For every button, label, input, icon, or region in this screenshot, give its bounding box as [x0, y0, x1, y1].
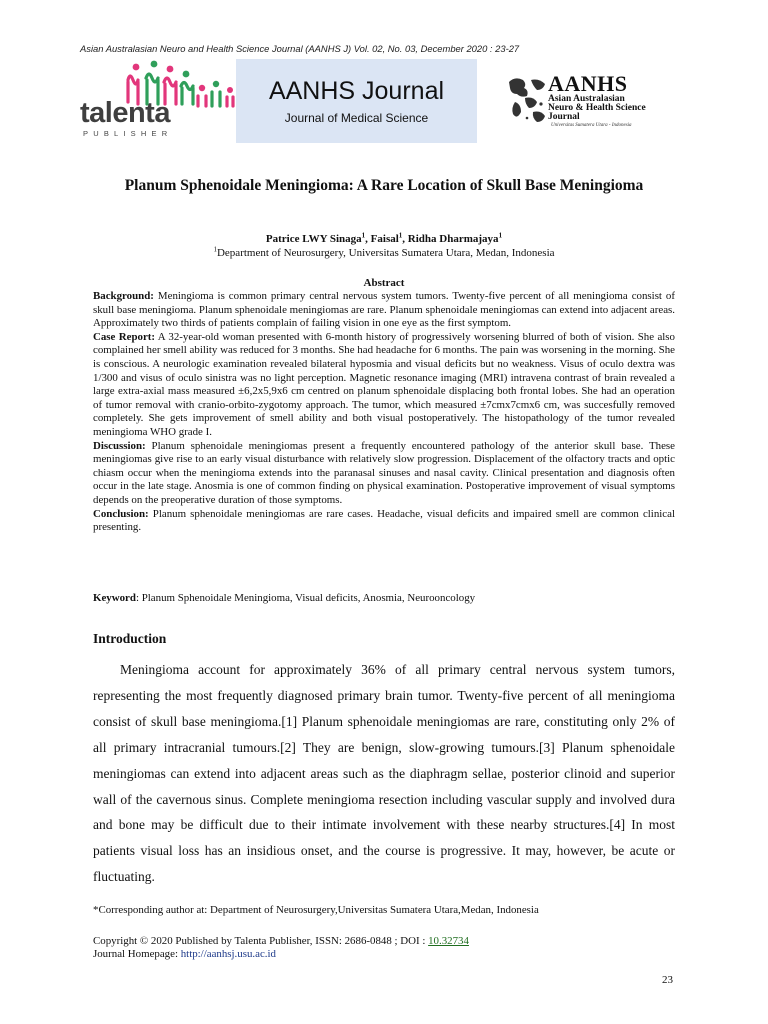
- keyword-label: Keyword: [93, 592, 136, 604]
- copyright-text: Copyright © 2020 Published by Talenta Publisher, ISSN: 2686-0848 ; DOI :: [93, 935, 429, 947]
- world-map-icon: [505, 74, 549, 128]
- keywords: [93, 592, 675, 604]
- article-title: Planum Sphenoidale Meningioma: A Rare Location of Skull Base Meningioma: [124, 177, 644, 194]
- page-number: 23: [662, 974, 673, 986]
- author-name: Patrice LWY Sinaga: [265, 233, 362, 245]
- journal-banner-title: AANHS Journal: [268, 77, 445, 105]
- abstract-heading: Abstract: [363, 277, 405, 289]
- journal-logo-university: Universitas Sumatera Utara - Indonesia: [551, 123, 632, 128]
- keyword-text: : Planum Sphenoidale Meningioma, Visual deficits, Anosmia, Neurooncology: [135, 592, 476, 604]
- abstract-case-label: Case Report:: [93, 330, 156, 343]
- abstract-conclusion-label: Conclusion:: [93, 507, 149, 520]
- journal-logo: [505, 72, 675, 134]
- abstract-background-text: Meningioma is common primary central nervous system tumors. Twenty-five percent of all meningioma consist of skull base meningioma. Planum sphenoidale meningiomas are rare. Planum sphenoidale meningiomas can extend into adjacent areas. Approximately two thirds of patients complain of failing vision in one eye as the first symptom.: [93, 290, 675, 330]
- journal-logo-line1: Asian Australasian: [548, 94, 625, 104]
- journal-banner-subtitle: Journal of Medical Science: [284, 111, 429, 125]
- author-affiliation-mark: 1: [498, 231, 503, 240]
- journal-logo-acronym: AANHS: [548, 71, 628, 96]
- homepage-label: Journal Homepage:: [93, 948, 181, 960]
- abstract-conclusion: [93, 508, 675, 535]
- journal-logo-line2: Neuro & Health Science: [548, 103, 646, 113]
- author-separator: ,: [365, 233, 371, 245]
- abstract-discussion: [93, 440, 675, 508]
- abstract-case-text: A 32-year-old woman presented with 6-month history of progressively worsening blurred of both of vision. She also complained her smell ability was reduced for 3 months. She had headache for 6 months. The pain was worsening in the morning. She is conscious. A neurologic examination revealed bilateral hyposmia and visual deficits but no weakness. Visus of oculo dextra was 1/300 and visus of oculo sinistra was no light perception. Magnetic resonance imaging (MRI) intravena contrast of brain revealed a large extra-axial mass measured ±6,2x5,9x6 cm centred on planum sphenoidale displacing both frontal lobes. She had an operation of tumor removal with cranio-orbito-zygotomy approach. The tumor, which measured ±7cmx7cmx6 cm, was succesfully removed completely. She gets improvement of smell ability and both visual postoperatively. The histopathology of the tumor revealed meningioma WHO grade I.: [93, 330, 675, 438]
- abstract-discussion-label: Discussion:: [93, 439, 146, 452]
- publisher-logo: [78, 60, 238, 142]
- abstract-discussion-text: Planum sphenoidale meningiomas present a frequently encountered pathology of the anterior skull base. These meningiomas give rise to an early visual disturbance with relatively slow progression. Displacement of the olfactory tracts and optic chiasm occur when the meningioma extends into the paranasal sinuses and nasal cavity. Clinical presentation and diagnosis often occur in the late stage. Anosmia is one of common finding on physical examination. Postoperative improvement of visual symptoms depends on the preoperative duration of those symptoms.: [93, 439, 675, 506]
- introduction-heading: Introduction: [93, 631, 167, 646]
- doi-link[interactable]: 10.32734: [428, 935, 469, 947]
- corresponding-author-footnote: *Corresponding author at: Department of Neurosurgery,Universitas Sumatera Utara,Medan, Indonesia: [93, 904, 539, 916]
- author-separator: ,: [402, 233, 408, 245]
- running-head: Asian Australasian Neuro and Health Science Journal (AANHS J) Vol. 02, No. 03, December 2020 : 23-27: [80, 43, 520, 54]
- abstract-conclusion-text: Planum sphenoidale meningiomas are rare cases. Headache, visual deficits and impaired smell are common clinical presenting.: [93, 507, 675, 534]
- affiliation-mark: 1: [213, 245, 217, 254]
- abstract-body: [93, 290, 675, 535]
- affiliation: [90, 247, 678, 259]
- introduction-paragraph: Meningioma account for approximately 36% of all primary central nervous system tumors, representing the most frequently diagnosed primary brain tumor. Twenty-five percent of all meningioma consist of skull base meningioma.[1] Planum sphenoidale meningiomas are rare, constituting only 2% of all primary intracranial tumours.[2] They are benign, slow-growing tumours.[3] Planum sphenoidale meningiomas can extend into adjacent areas such as the diaphragm sellae, posterior clinoid and superior wall of the cavernous sinus. Complete meningioma resection including vascular supply and involved dura and bone may be difficult due to their intimate involvement with these nearby structures.[4] In most patients visual loss has an insidious onset, and the course is progressive. It may, however, be acute or fluctuating.: [93, 662, 675, 885]
- author-name: Ridha Dharmajaya: [407, 233, 499, 245]
- author-name: Faisal: [370, 233, 399, 245]
- homepage-link[interactable]: http://aanhsj.usu.ac.id: [180, 948, 276, 960]
- publisher-logo-sub: PUBLISHER: [83, 129, 173, 138]
- author-affiliation-mark: 1: [398, 231, 403, 240]
- abstract-case-report: [93, 331, 675, 440]
- abstract-background: [93, 290, 675, 331]
- abstract-background-label: Background:: [93, 290, 154, 302]
- journal-banner: [236, 59, 477, 143]
- author-list: [90, 233, 678, 245]
- journal-logo-line3: Journal: [548, 112, 580, 122]
- copyright-block: [93, 935, 469, 961]
- author-affiliation-mark: 1: [361, 231, 366, 240]
- publisher-logo-word: talenta: [80, 97, 170, 129]
- affiliation-text: Department of Neurosurgery, Universitas Sumatera Utara, Medan, Indonesia: [216, 247, 555, 259]
